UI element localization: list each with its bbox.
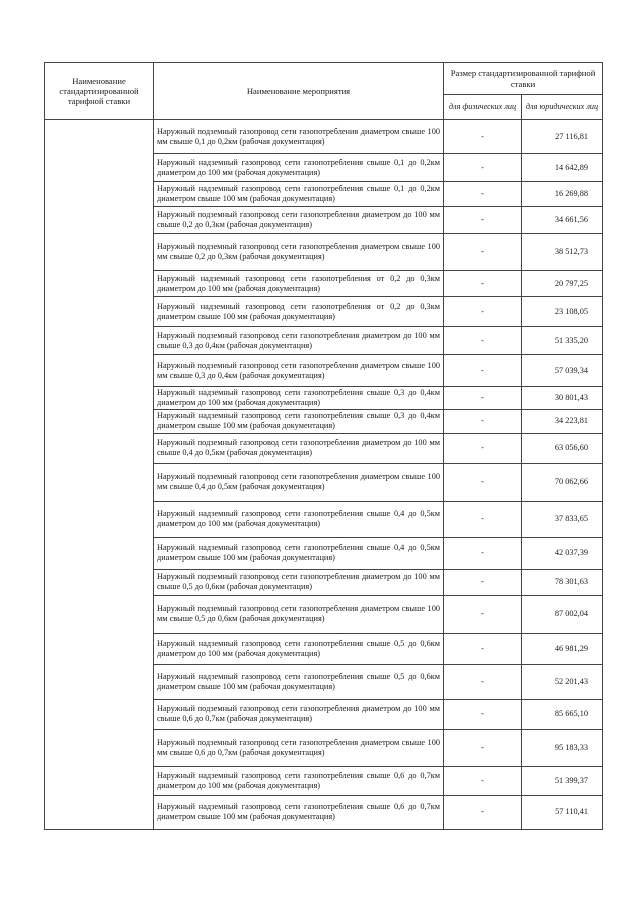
rate-legal-entities: 30 801,43 (522, 387, 603, 410)
activity-description: Наружный подземный газопровод сети газопотребления диаметром до 100 мм свыше 0,3 до 0,4км (рабочая документация) (154, 327, 444, 355)
activity-description: Наружный подземный газопровод сети газопотребления диаметром свыше 100 мм свыше 0,2 до 0,3км (рабочая документация) (154, 234, 444, 271)
rate-legal-entities: 38 512,73 (522, 234, 603, 271)
rate-legal-entities: 87 002,04 (522, 595, 603, 633)
rate-legal-entities: 16 269,88 (522, 182, 603, 207)
activity-description: Наружный надземный газопровод сети газопотребления свыше 0,4 до 0,5км диаметром до 100 мм (рабочая документация) (154, 501, 444, 537)
rate-individuals: - (444, 795, 522, 829)
rate-individuals: - (444, 154, 522, 182)
activity-description: Наружный надземный газопровод сети газопотребления свыше 0,1 до 0,2км диаметром свыше 100 мм (рабочая документация) (154, 182, 444, 207)
activity-description: Наружный подземный газопровод сети газопотребления диаметром до 100 мм свыше 0,2 до 0,3км (рабочая документация) (154, 207, 444, 234)
rate-individuals: - (444, 355, 522, 387)
rate-individuals: - (444, 766, 522, 795)
activity-description: Наружный подземный газопровод сети газопотребления диаметром до 100 мм свыше 0,6 до 0,7км (рабочая документация) (154, 699, 444, 729)
activity-description: Наружный подземный газопровод сети газопотребления диаметром свыше 100 мм свыше 0,6 до 0,7км (рабочая документация) (154, 729, 444, 766)
rate-legal-entities: 46 981,29 (522, 633, 603, 664)
rate-legal-entities: 27 116,81 (522, 120, 603, 154)
rate-individuals: - (444, 633, 522, 664)
rate-individuals: - (444, 463, 522, 501)
activity-description: Наружный надземный газопровод сети газопотребления свыше 0,1 до 0,2км диаметром до 100 мм (рабочая документация) (154, 154, 444, 182)
rate-individuals: - (444, 569, 522, 595)
activity-description: Наружный надземный газопровод сети газопотребления свыше 0,3 до 0,4км диаметром до 100 мм (рабочая документация) (154, 387, 444, 410)
rate-legal-entities: 57 110,41 (522, 795, 603, 829)
rate-legal-entities: 51 335,20 (522, 327, 603, 355)
tariff-table (44, 62, 603, 830)
rate-legal-entities: 57 039,34 (522, 355, 603, 387)
activity-description: Наружный надземный газопровод сети газопотребления от 0,2 до 0,3км диаметром свыше 100 мм (рабочая документация) (154, 297, 444, 327)
rate-legal-entities: 34 661,56 (522, 207, 603, 234)
activity-description: Наружный подземный газопровод сети газопотребления диаметром свыше 100 мм свыше 0,1 до 0,2км (рабочая документация) (154, 120, 444, 154)
header-legal-entities: для юридических лиц (522, 95, 603, 120)
rate-legal-entities: 14 642,89 (522, 154, 603, 182)
rate-individuals: - (444, 120, 522, 154)
document-page (44, 62, 602, 830)
rate-legal-entities: 70 062,66 (522, 463, 603, 501)
activity-description: Наружный подземный газопровод сети газопотребления диаметром свыше 100 мм свыше 0,4 до 0,5км (рабочая документация) (154, 463, 444, 501)
tariff-name-cell (45, 120, 154, 830)
activity-description: Наружный надземный газопровод сети газопотребления свыше 0,6 до 0,7км диаметром свыше 100 мм (рабочая документация) (154, 795, 444, 829)
activity-description: Наружный надземный газопровод сети газопотребления свыше 0,5 до 0,6км диаметром свыше 100 мм (рабочая документация) (154, 664, 444, 699)
activity-description: Наружный надземный газопровод сети газопотребления свыше 0,6 до 0,7км диаметром до 100 мм (рабочая документация) (154, 766, 444, 795)
rate-individuals: - (444, 327, 522, 355)
rate-individuals: - (444, 433, 522, 463)
rate-legal-entities: 51 399,37 (522, 766, 603, 795)
rate-individuals: - (444, 234, 522, 271)
rate-legal-entities: 42 037,39 (522, 537, 603, 569)
rate-legal-entities: 52 201,43 (522, 664, 603, 699)
rate-individuals: - (444, 207, 522, 234)
header-activity-name: Наименование мероприятия (154, 63, 444, 120)
rate-individuals: - (444, 664, 522, 699)
rate-individuals: - (444, 297, 522, 327)
activity-description: Наружный подземный газопровод сети газопотребления диаметром свыше 100 мм свыше 0,3 до 0,4км (рабочая документация) (154, 355, 444, 387)
rate-individuals: - (444, 729, 522, 766)
rate-legal-entities: 20 797,25 (522, 271, 603, 297)
table-row (45, 120, 603, 154)
rate-individuals: - (444, 409, 522, 433)
activity-description: Наружный надземный газопровод сети газопотребления от 0,2 до 0,3км диаметром до 100 мм (рабочая документация) (154, 271, 444, 297)
rate-individuals: - (444, 699, 522, 729)
rate-legal-entities: 78 301,63 (522, 569, 603, 595)
activity-description: Наружный подземный газопровод сети газопотребления диаметром до 100 мм свыше 0,5 до 0,6км (рабочая документация) (154, 569, 444, 595)
header-individuals: для физических лиц (444, 95, 522, 120)
rate-individuals: - (444, 387, 522, 410)
rate-legal-entities: 85 665,10 (522, 699, 603, 729)
activity-description: Наружный надземный газопровод сети газопотребления свыше 0,3 до 0,4км диаметром свыше 100 мм (рабочая документация) (154, 409, 444, 433)
table-header (45, 63, 603, 120)
rate-individuals: - (444, 537, 522, 569)
rate-legal-entities: 95 183,33 (522, 729, 603, 766)
rate-individuals: - (444, 501, 522, 537)
rate-individuals: - (444, 271, 522, 297)
rate-individuals: - (444, 595, 522, 633)
table-body (45, 120, 603, 830)
header-tariff-size: Размер стандартизированной тарифной ставки (444, 63, 603, 95)
activity-description: Наружный надземный газопровод сети газопотребления свыше 0,4 до 0,5км диаметром свыше 100 мм (рабочая документация) (154, 537, 444, 569)
header-tariff-name: Наименование стандартизированной тарифной ставки (45, 63, 154, 120)
rate-legal-entities: 37 833,65 (522, 501, 603, 537)
activity-description: Наружный надземный газопровод сети газопотребления свыше 0,5 до 0,6км диаметром до 100 мм (рабочая документация) (154, 633, 444, 664)
activity-description: Наружный подземный газопровод сети газопотребления диаметром свыше 100 мм свыше 0,5 до 0,6км (рабочая документация) (154, 595, 444, 633)
rate-legal-entities: 63 056,60 (522, 433, 603, 463)
rate-legal-entities: 34 223,81 (522, 409, 603, 433)
rate-legal-entities: 23 108,05 (522, 297, 603, 327)
rate-individuals: - (444, 182, 522, 207)
activity-description: Наружный подземный газопровод сети газопотребления диаметром до 100 мм свыше 0,4 до 0,5км (рабочая документация) (154, 433, 444, 463)
